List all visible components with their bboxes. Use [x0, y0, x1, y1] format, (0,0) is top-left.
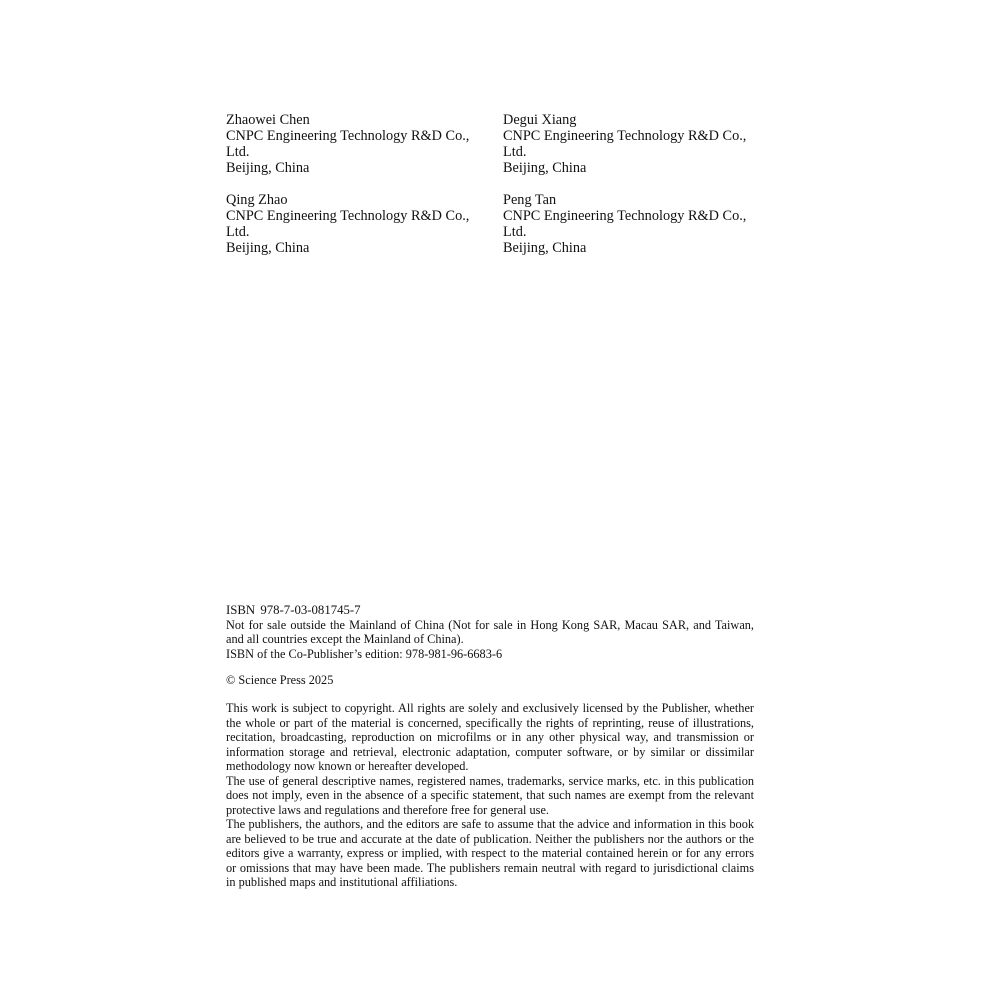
author-name: Peng Tan [503, 192, 557, 208]
author-block [226, 192, 476, 256]
copyright-notice: © Science Press 2025 [226, 673, 334, 687]
copublisher-isbn: ISBN of the Co-Publisher’s edition: 978-981-96-6683-6 [226, 646, 503, 661]
author-affiliation-suffix: Ltd. [503, 224, 527, 240]
author-affiliation-suffix: Ltd. [226, 144, 250, 160]
author-block [226, 112, 476, 176]
author-block [503, 192, 753, 256]
author-affiliation: CNPC Engineering Technology R&D Co., [226, 128, 470, 144]
author-location: Beijing, China [226, 240, 310, 256]
legal-notice [226, 701, 754, 890]
author-row [226, 192, 766, 256]
author-block [503, 112, 753, 176]
author-affiliation-suffix: Ltd. [503, 144, 527, 160]
isbn-block [226, 603, 754, 661]
author-affiliation: CNPC Engineering Technology R&D Co., [503, 128, 747, 144]
author-location: Beijing, China [503, 160, 587, 176]
author-name: Degui Xiang [503, 112, 577, 128]
author-row [226, 112, 766, 176]
author-location: Beijing, China [226, 160, 310, 176]
colophon [226, 603, 754, 890]
author-list [226, 112, 766, 272]
legal-paragraph-trademarks: The use of general descriptive names, registered names, trademarks, service marks, etc. in this publication does not imply, even in the absence of a specific statement, that such names are exempt from the relevant protective laws and regulations and therefore free for general use. [226, 773, 754, 817]
legal-paragraph-rights: This work is subject to copyright. All rights are solely and exclusively licensed by the Publisher, whether the whole or part of the material is concerned, specifically the rights of reprinting, reuse of illustrations, recitation, broadcasting, reproduction on microfilms or in any other physical way, and transmission or information storage and retrieval, electronic adaptation, computer software, or by similar or dissimilar methodology now known or hereafter developed. [226, 701, 754, 773]
author-affiliation: CNPC Engineering Technology R&D Co., [503, 208, 747, 224]
author-name: Zhaowei Chen [226, 112, 310, 128]
author-location: Beijing, China [503, 240, 587, 256]
author-affiliation-suffix: Ltd. [226, 224, 250, 240]
author-affiliation: CNPC Engineering Technology R&D Co., [226, 208, 470, 224]
author-name: Qing Zhao [226, 192, 288, 208]
legal-paragraph-disclaimer: The publishers, the authors, and the editors are safe to assume that the advice and information in this book are believed to be true and accurate at the date of publication. Neither the publishers nor the authors or the editors give a warranty, express or implied, with respect to the material contained herein or for any errors or omissions that may have been made. The publishers remain neutral with regard to jurisdictional claims in published maps and institutional affiliations. [226, 817, 754, 889]
sale-restriction-note: Not for sale outside the Mainland of China (Not for sale in Hong Kong SAR, Macau SAR, and Taiwan, and all countries except the Mainland of China). [226, 617, 754, 646]
isbn-number: ISBN 978-7-03-081745-7 [226, 603, 361, 617]
